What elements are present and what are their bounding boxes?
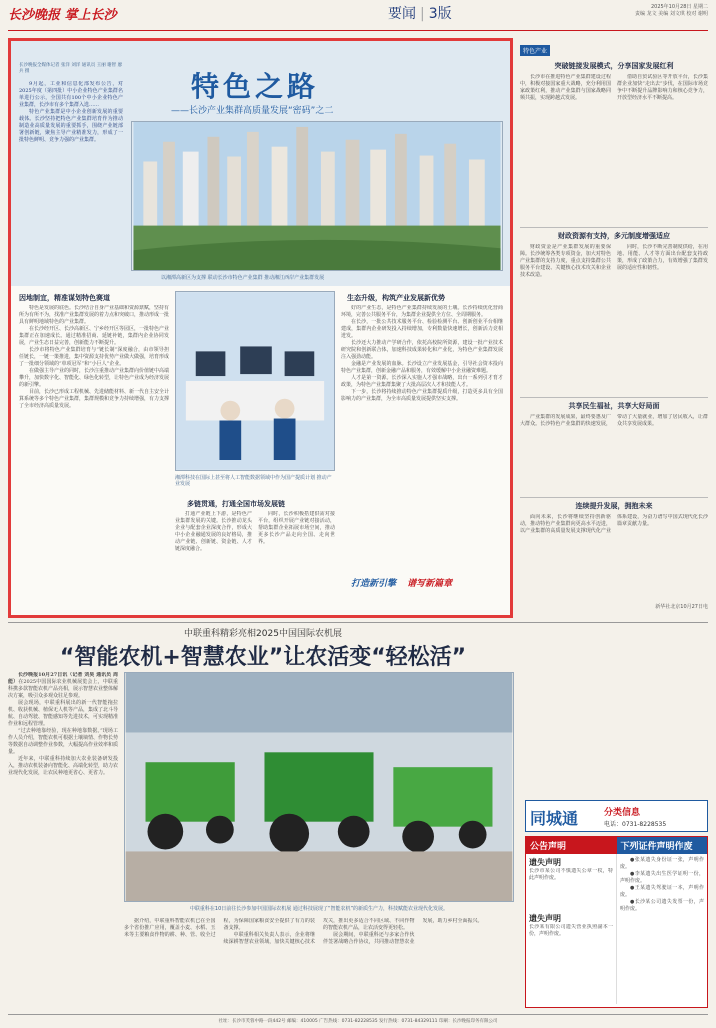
sec1-body: 特色是发展的底色。长沙结合自身产业基础和资源禀赋，坚持有所为有所不为，找准产业集群发展的着力点和突破口，推动形成一批具有鲜明地域特色的产业集群。 在长沙经开区、长沙高新区、宁乡经开区等园区，一批特色产业集群正在加速成长。通过精准招商、延链补链，集群内企业协同发展，产业生态日益完善，创新能力不断提升。 长沙市将特色产业集群培育与“链长制”深度融合，由市领导担任链长，一链一策推进，集中资源支持优势产业做大做强，培育形成了一批细分领域的“单项冠军”和“小巨人”企业。 在做强主导产业的同时，长沙注重推动产业集群向价值链中高端攀升，加快数字化、智能化、绿色化转型，让特色产业成为经济发展的新引擎。 目前，长沙已形成工程机械、先进储能材料、新一代自主安全计算系统等多个特色产业集群，集群规模和竞争力持续增强，有力支撑了全市经济高质量发展。	[19, 305, 169, 409]
right-body-3: 产业集群的发展成果，最终要惠及广大群众。长沙特色产业集群的快速发展，带动了大量就业，增加了居民收入，让群众共享发展成果。	[520, 414, 708, 427]
footer: 社址：长沙市芙蓉中路一段442号 邮编：410005 广告热线：0731-82228535 发行热线：0731-84329111 印刷：长沙晚报印务有限公司	[218, 1019, 498, 1024]
date-editor-block: 2025年10月28日 星期二 责编 龙文 美编 刘文琪 校对 谢明	[635, 4, 708, 17]
brand-sub: 分类信息	[604, 808, 641, 818]
right-body-2: 财政资金是产业集群发展的重要保障。长沙统筹各类专项资金，加大对特色产业集群的支持力度，重点支持集群公共服务平台建设、关键核心技术攻关和企业技术改造。 同时，长沙不断完善制度供给，在用地、用能、人才等方面出台配套支持政策，形成了政策合力，有效增强了集群发展的适应性和韧性。	[520, 244, 708, 278]
hotline: 电话：0731-8228535	[604, 821, 667, 828]
sec2-title: 生态升级，构筑产业发展新优势	[347, 294, 445, 302]
sec1-title: 因地制宜，精准谋划特色赛道	[19, 294, 110, 302]
classified-banner[interactable]	[525, 800, 708, 832]
section-label: 要闻 | 3版	[388, 6, 452, 22]
right-h1: 突破链接发展模式，分享国家发展红利	[554, 62, 674, 70]
story2-kicker: 中联重科精彩亮相2025中国国际农机展	[184, 629, 342, 639]
feature-kicker-box: 长沙晚报全媒体记者 张洋 刘洋 通讯员 王丽 谢智 廖兵 摄	[19, 63, 123, 74]
slogan-b: 谱写新篇章	[407, 579, 453, 589]
right-rule-1	[520, 227, 708, 228]
sec3-body: 打通产业链上下游，是特色产业集群发展的关键。长沙推动龙头企业与配套企业深度合作，形成大中小企业融通发展的良好格局，推动产业链、创新链、资金链、人才链深度融合。 同时，长沙积极搭建供需对接平台，组织开展产业链对接活动，帮助集群企业拓展市场空间，推动更多长沙产品走向全国、走向世界。	[175, 511, 335, 552]
story2-photo-caption: 中联重科在10日前往长沙参加中国国际农机展 通过科技展现了“智能农机”的新质生产力，科技赋能农业现代化发展。	[189, 906, 449, 912]
city-skyline-photo	[131, 121, 503, 271]
footer-rule	[8, 1014, 708, 1015]
feature-slogan	[351, 571, 501, 590]
feature-story[interactable]	[8, 38, 513, 618]
right-rule-2	[520, 397, 708, 398]
notice-box	[525, 836, 708, 1008]
story2-body: 据介绍，中联重科智能农机已在全国多个省份推广应用，覆盖小麦、水稻、玉米等主要粮食作物的耕、种、管、收全过程，为保障国家粮食安全提供了有力的装备支撑。 中联重科相关负责人表示，企业将继续深耕智慧农业领域，加快关键核心技术攻关，推出更多适合不同区域、不同作物的智能农机产品，让农活变得更轻松。 展会期间，中联重科还与多家合作伙伴签署战略合作协议，共同推动智慧农业发展，助力乡村全面振兴。	[124, 918, 483, 945]
right-h3: 共享民生福祉，共享大好局面	[568, 402, 660, 410]
feature-lead: 9月起，工业和信息化部发布公告，对2025年度（第四批）中小企业特色产业集群名单进行公示，全国共有100个中小企业特色产业集群，长沙市有多个集群入选…… 特色产业集群是中小企业创新发展的重要载体。长沙坚持把特色产业集群培育作为推动制造业高质量发展的重要抓手，围绕产业链部署创新链，聚焦主导产业精准发力，形成了一批特色鲜明、竞争力强的产业集群。	[19, 81, 123, 143]
lab-workers-photo	[175, 291, 335, 471]
story2-title: “智能农机+智慧农业”让农活变“轻松活”	[59, 645, 467, 670]
newspaper-logo: 长沙晚报 掌上长沙	[8, 8, 117, 23]
right-body-4: 面向未来，长沙将继续坚持创新驱动，推动特色产业集群向更高水平迈进，以产业集群的高质量发展支撑现代化产业体系建设，为奋力谱写中国式现代化长沙篇章贡献力量。	[520, 514, 708, 534]
sec3-title: 多链贯通，打通全国市场发展链	[187, 500, 285, 508]
slogan-a: 打造新引擎	[351, 579, 397, 589]
loss-header: 下列证件声明作废	[617, 837, 708, 854]
right-byline: 新华社北京10月27日电	[655, 604, 708, 610]
right-rule-3	[520, 497, 708, 498]
masthead-rule	[8, 30, 708, 31]
notice-header: 公告声明	[526, 837, 617, 854]
feature-title: 特色之路	[191, 70, 320, 103]
photo2-caption: 湘潭科技在国际上甚至将人工智能数据领域中作为国产提质计划 推动产业发展	[175, 475, 332, 487]
right-tag: 特色产业	[520, 45, 550, 56]
notice-col: 遗失声明 长沙市某公司不慎遗失公章一枚，特此声明作废。 遗失声明 长沙某有限公司遗失营业执照副本一份，声明作废。	[529, 858, 613, 937]
right-h2: 财政资源有支持，多元制度增强适应	[558, 232, 670, 240]
agri-machinery-photo	[124, 672, 514, 902]
right-column	[520, 38, 708, 618]
story2-left-body: 长沙晚报10月27日讯（记者 刘昊 通讯员 周能）在2025中国国际农业机械展览会上，中联重科携多款智能农机产品亮相，展示智慧农业整体解决方案，吸引众多观众驻足参观。 展会现场，中联重科展出的新一代智能拖拉机、收获机械、植保无人机等产品，集成了北斗导航、自动驾驶、智能感知等先进技术，可实现精准作业和远程管理。 “过去种地靠经验，现在种地靠数据。”现场工作人员介绍，智能农机可根据土壤墒情、作物长势等数据自动调整作业参数，大幅提高作业效率和质量。 近年来，中联重科持续加大农业装备研发投入，推动农机装备向智能化、高端化转型，助力农业现代化发展，让农民种地更省心、更省力。	[8, 672, 118, 776]
loss-col: ●张某遗失身份证一张，声明作废。 ●李某遗失出生医学证明一份，声明作废。 ●王某遗失驾驶证一本，声明作废。 ●长沙某公司遗失发票一份，声明作废。	[616, 854, 707, 1004]
right-body-1: 长沙市在推进特色产业集群建设过程中，积极对接国家重大战略，充分利用国家政策红利，推动产业集群与国家战略同频共振，实现跨越式发展。 借助自贸试验区等开放平台，长沙集群企业加快“走出去”步伐，在国际市场竞争中不断提升品牌影响力和核心竞争力，开放型经济水平不断提高。	[520, 74, 708, 101]
brand-title: 同城通	[530, 809, 579, 828]
sec2-body: 好的产业生态，是特色产业集群持续发展的土壤。长沙持续优化营商环境，完善公共服务平台，为集群企业提供全方位、全周期服务。 在长沙，一批公共技术服务平台、检验检测平台、创新创业平台相继建成，集群内企业研发投入持续增加，专利数量快速增长，创新活力竞相迸发。 长沙还大力推动产学研合作，依托高校院所资源，建设一批产业技术研究院和创新联合体，加速科技成果转化和产业化，为特色产业集群发展注入强劲动能。 金融是产业发展的血脉。长沙设立产业发展基金，引导社会资本投向特色产业集群，创新金融产品和服务，有效缓解中小企业融资难题。 人才是第一资源。长沙深入实施人才强市战略，出台一系列引才育才政策，为特色产业集群集聚了大批高层次人才和技能人才。 下一步，长沙将持续推动特色产业集群提质升级，打造更多具有全国影响力的产业集群，为全市高质量发展提供坚实支撑。	[341, 305, 503, 402]
notice2-title: 遗失声明	[529, 914, 561, 923]
photo1-caption: 以湘潭高新区为支撑 联动长沙市特色产业集群 推动湘江西岸产业集群发展	[161, 275, 325, 281]
notice1-title: 遗失声明	[529, 858, 561, 867]
right-h4: 连续提升发展，拥抱未来	[575, 502, 653, 510]
section-divider	[8, 622, 708, 623]
feature-subtitle: ——长沙产业集群高质量发展“密码”之二	[171, 106, 334, 116]
